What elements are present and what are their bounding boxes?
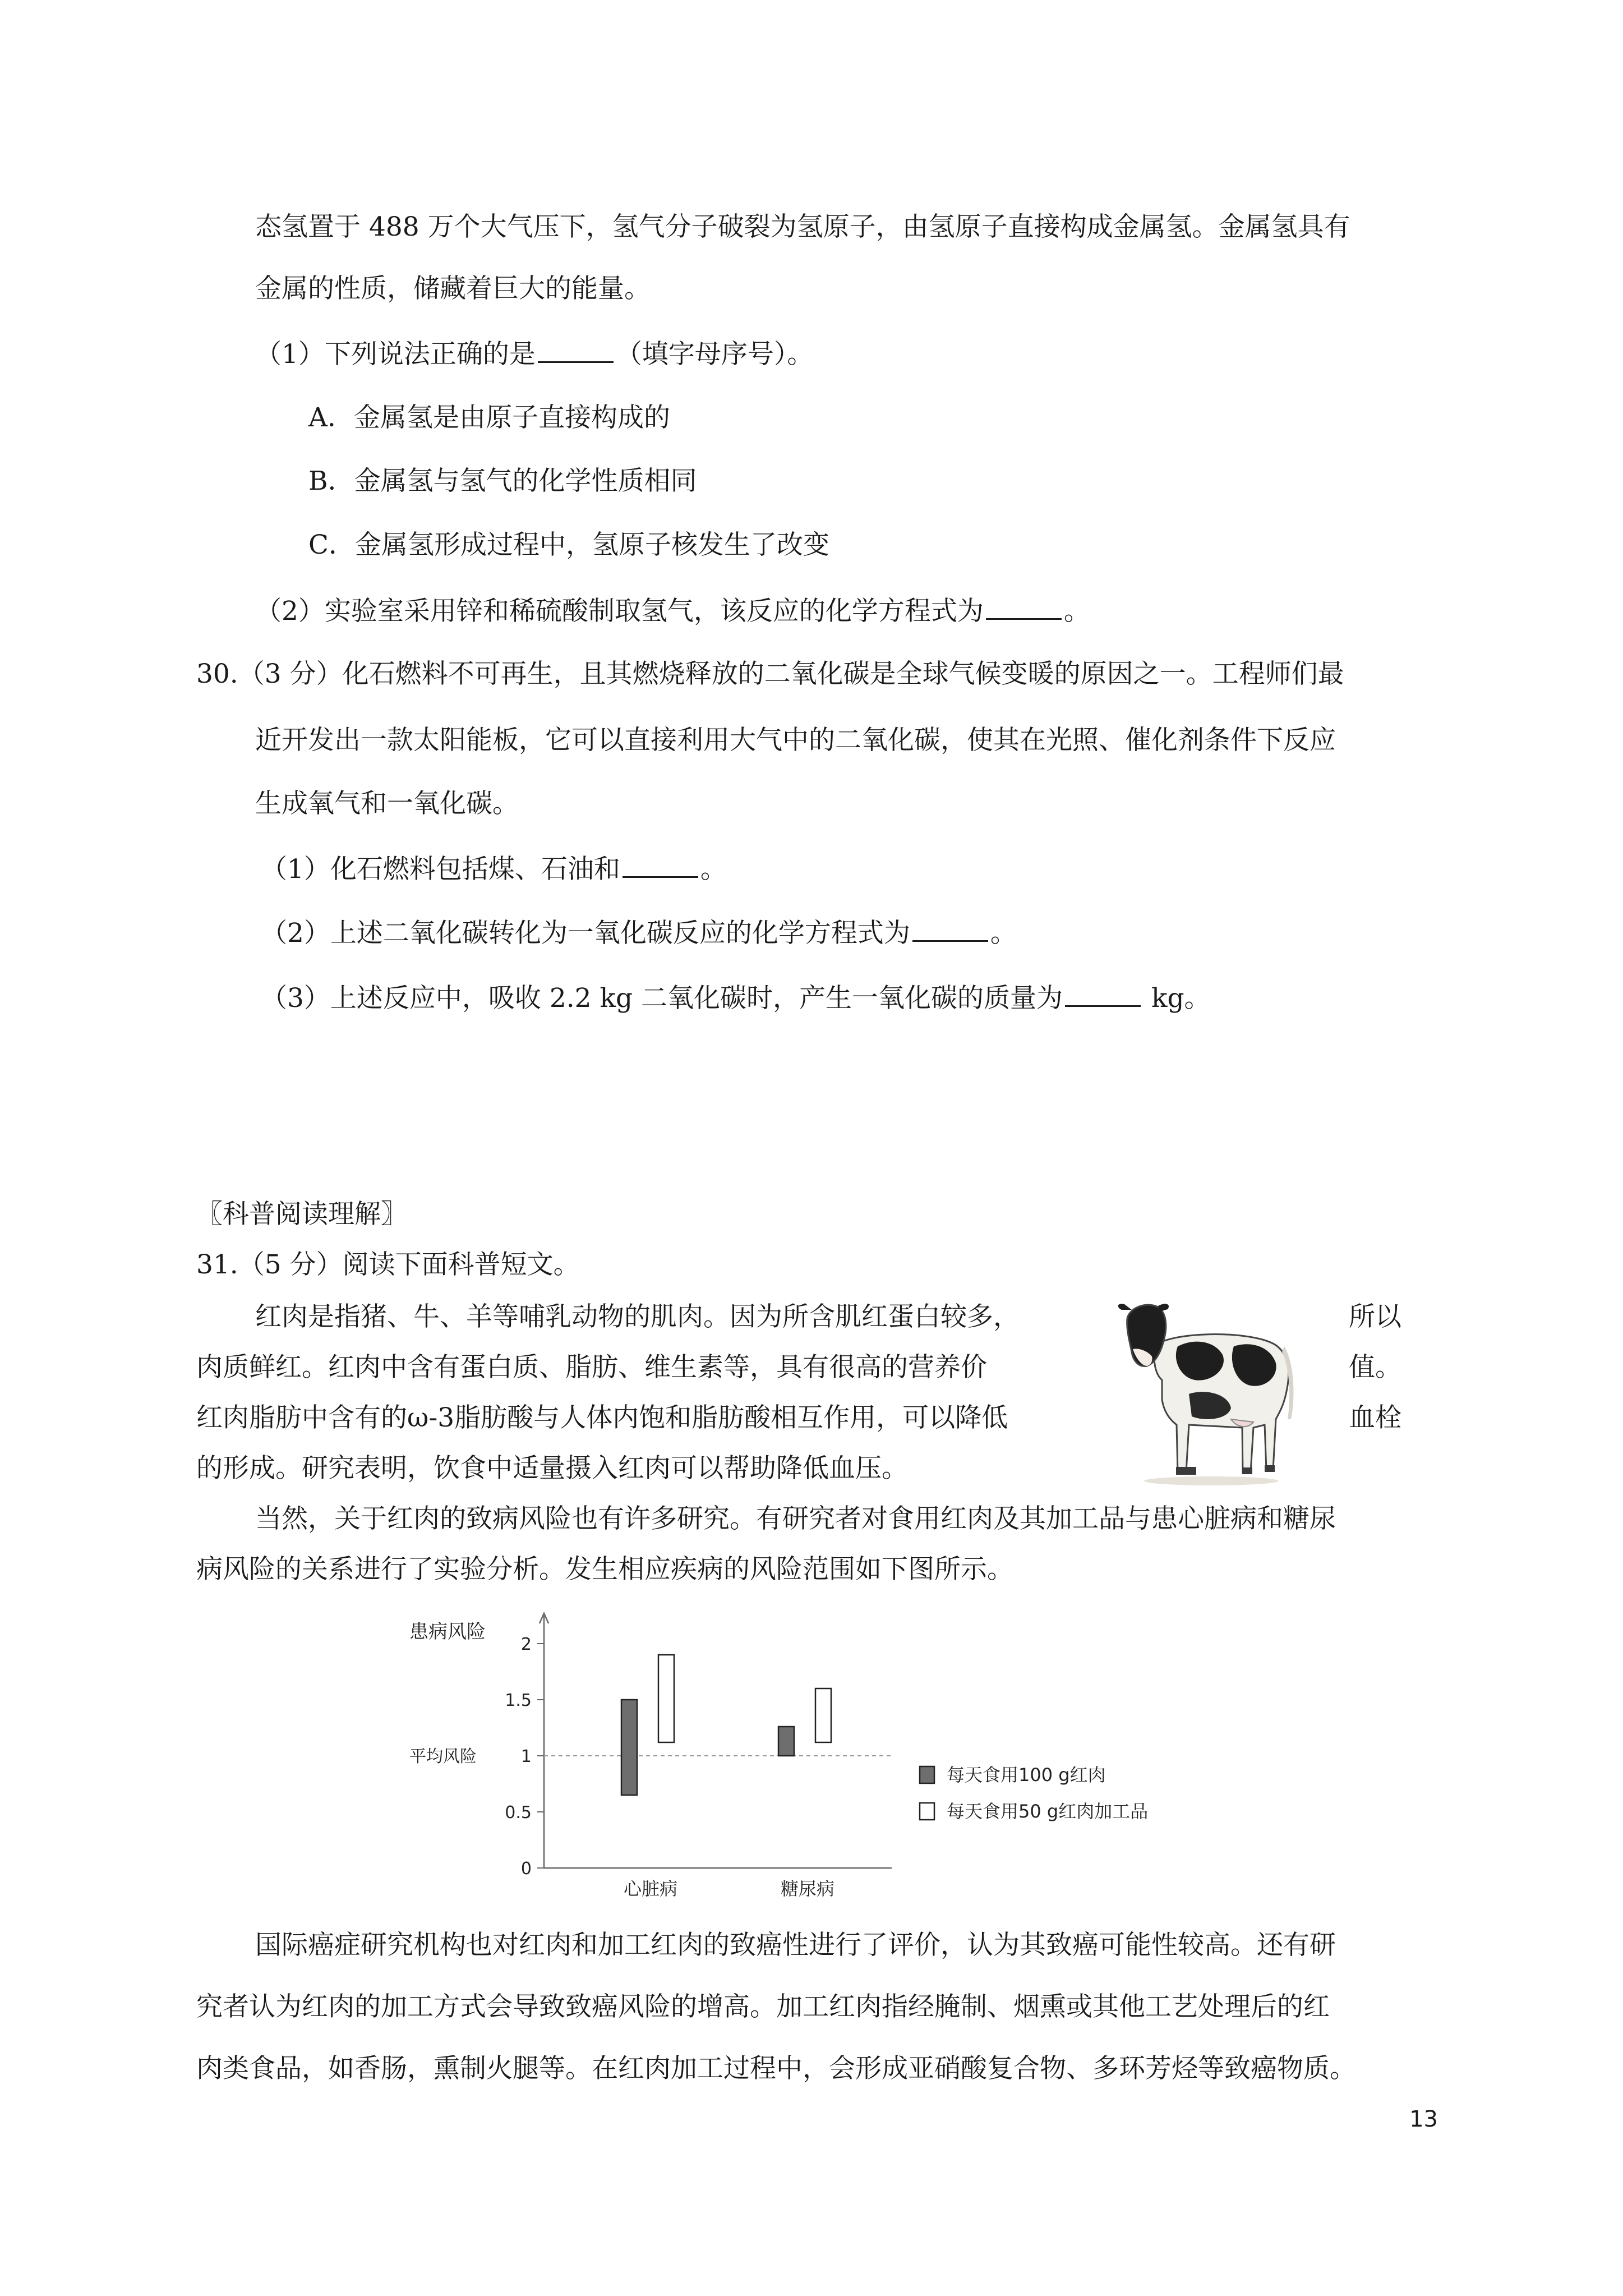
range-bar — [658, 1655, 674, 1742]
q29-part2 — [255, 593, 1090, 628]
q30-part3 — [261, 981, 1211, 1015]
intro-line-2: 金属的性质，储藏着巨大的能量。 — [255, 273, 651, 304]
q31-para1-line-3-right: 血栓 — [1349, 1402, 1401, 1433]
q30-line-3: 生成氧气和一氧化碳。 — [255, 788, 519, 819]
q30-part3-suffix: kg。 — [1143, 983, 1211, 1014]
q29-part1 — [255, 337, 813, 371]
q31-para3-line-3: 肉类食品，如香肠，熏制火腿等。在红肉加工过程中，会形成亚硝酸复合物、多环芳烃等致癌物质。 — [196, 2053, 1356, 2084]
q31-para3-line-1: 国际癌症研究机构也对红肉和加工红肉的致癌性进行了评价，认为其致癌可能性较高。还有研 — [255, 1930, 1336, 1961]
y-tick-label: 0 — [520, 1859, 532, 1879]
q31-para3-line-2: 究者认为红肉的加工方式会导致致癌风险的增高。加工红肉指经腌制、烟熏或其他工艺处理后的红 — [196, 1991, 1330, 2022]
q29-part2-prefix: （2）实验室采用锌和稀硫酸制取氢气，该反应的化学方程式为 — [255, 596, 984, 627]
q29-part1-suffix: （填字母序号）。 — [615, 339, 814, 370]
legend-label: 每天食用100 g红肉 — [947, 1764, 1106, 1786]
x-tick-label: 糖尿病 — [780, 1878, 835, 1899]
y-tick-label: 1.5 — [505, 1691, 532, 1710]
y-tick-label: 1 — [520, 1747, 532, 1766]
q30-part2 — [261, 915, 1017, 950]
q29-option-b: B．金属氢与氢气的化学性质相同 — [308, 466, 697, 496]
q29-option-a: A．金属氢是由原子直接构成的 — [308, 402, 670, 433]
reference-label: 平均风险 — [409, 1747, 477, 1766]
legend-swatch — [920, 1803, 934, 1820]
q29-option-c: C．金属氢形成过程中，氢原子核发生了改变 — [308, 530, 829, 560]
q31-para1-line-2-right: 值。 — [1349, 1352, 1401, 1383]
intro-line-1: 态氢置于 488 万个大气压下，氢气分子破裂为氢原子，由氢原子直接构成金属氢。金属氢具有 — [255, 211, 1350, 242]
q31-para1-line-2-left: 肉质鲜红。红肉中含有蛋白质、脂肪、维生素等，具有很高的营养价 — [196, 1352, 987, 1383]
q31-para1-line-3-left: 红肉脂肪中含有的ω-3脂肪酸与人体内饱和脂肪酸相互作用，可以降低 — [196, 1402, 1008, 1433]
answer-blank[interactable] — [623, 852, 698, 878]
page-number: 13 — [1409, 2106, 1438, 2132]
q30-line-2: 近开发出一款太阳能板，它可以直接利用大气中的二氧化碳，使其在光照、催化剂条件下反应 — [255, 725, 1336, 756]
range-bar — [778, 1727, 794, 1756]
risk-chart — [393, 1610, 1267, 1913]
legend-swatch — [920, 1766, 934, 1783]
y-axis-label: 患病风险 — [409, 1621, 486, 1643]
range-bar — [815, 1688, 831, 1742]
q31-para1-line-4: 的形成。研究表明，饮食中适量摄入红肉可以帮助降低血压。 — [196, 1453, 908, 1484]
q30-part3-prefix: （3）上述反应中，吸收 2.2 kg 二氧化碳时，产生一氧化碳的质量为 — [261, 983, 1063, 1014]
q31-para1-line-1-left: 红肉是指猪、牛、羊等哺乳动物的肌肉。因为所含肌红蛋白较多， — [255, 1301, 1020, 1332]
y-tick-label: 0.5 — [505, 1803, 532, 1823]
q30-line-1: 30.（3 分）化石燃料不可再生，且其燃烧释放的二氧化碳是全球气候变暖的原因之一。工程师们最 — [196, 659, 1344, 689]
answer-blank[interactable] — [1065, 981, 1141, 1007]
y-tick-label: 2 — [520, 1635, 532, 1654]
q30-part1-suffix: 。 — [700, 854, 727, 885]
q31-para2-line-2: 病风险的关系进行了实验分析。发生相应疾病的风险范围如下图所示。 — [196, 1554, 1013, 1585]
q30-part1-prefix: （1）化石燃料包括煤、石油和 — [261, 854, 620, 885]
range-bar — [621, 1700, 637, 1795]
q31-head: 31.（5 分）阅读下面科普短文。 — [196, 1249, 580, 1280]
answer-blank[interactable] — [986, 593, 1062, 620]
legend-label: 每天食用50 g红肉加工品 — [947, 1801, 1149, 1822]
cow-icon — [1116, 1285, 1301, 1487]
q30-part2-suffix: 。 — [990, 918, 1017, 949]
q31-para1-line-1-right: 所以 — [1349, 1301, 1401, 1332]
section-title: 〖科普阅读理解〗 — [196, 1199, 407, 1230]
q31-para2-line-1: 当然，关于红肉的致病风险也有许多研究。有研究者对食用红肉及其加工品与患心脏病和糖尿 — [255, 1503, 1336, 1534]
q29-part2-suffix: 。 — [1063, 596, 1090, 627]
x-tick-label: 心脏病 — [623, 1878, 678, 1899]
answer-blank[interactable] — [912, 915, 988, 942]
q29-part1-prefix: （1）下列说法正确的是 — [255, 339, 536, 370]
q30-part1 — [261, 852, 727, 886]
q30-part2-prefix: （2）上述二氧化碳转化为一氧化碳反应的化学方程式为 — [261, 918, 910, 949]
answer-blank[interactable] — [538, 337, 614, 363]
